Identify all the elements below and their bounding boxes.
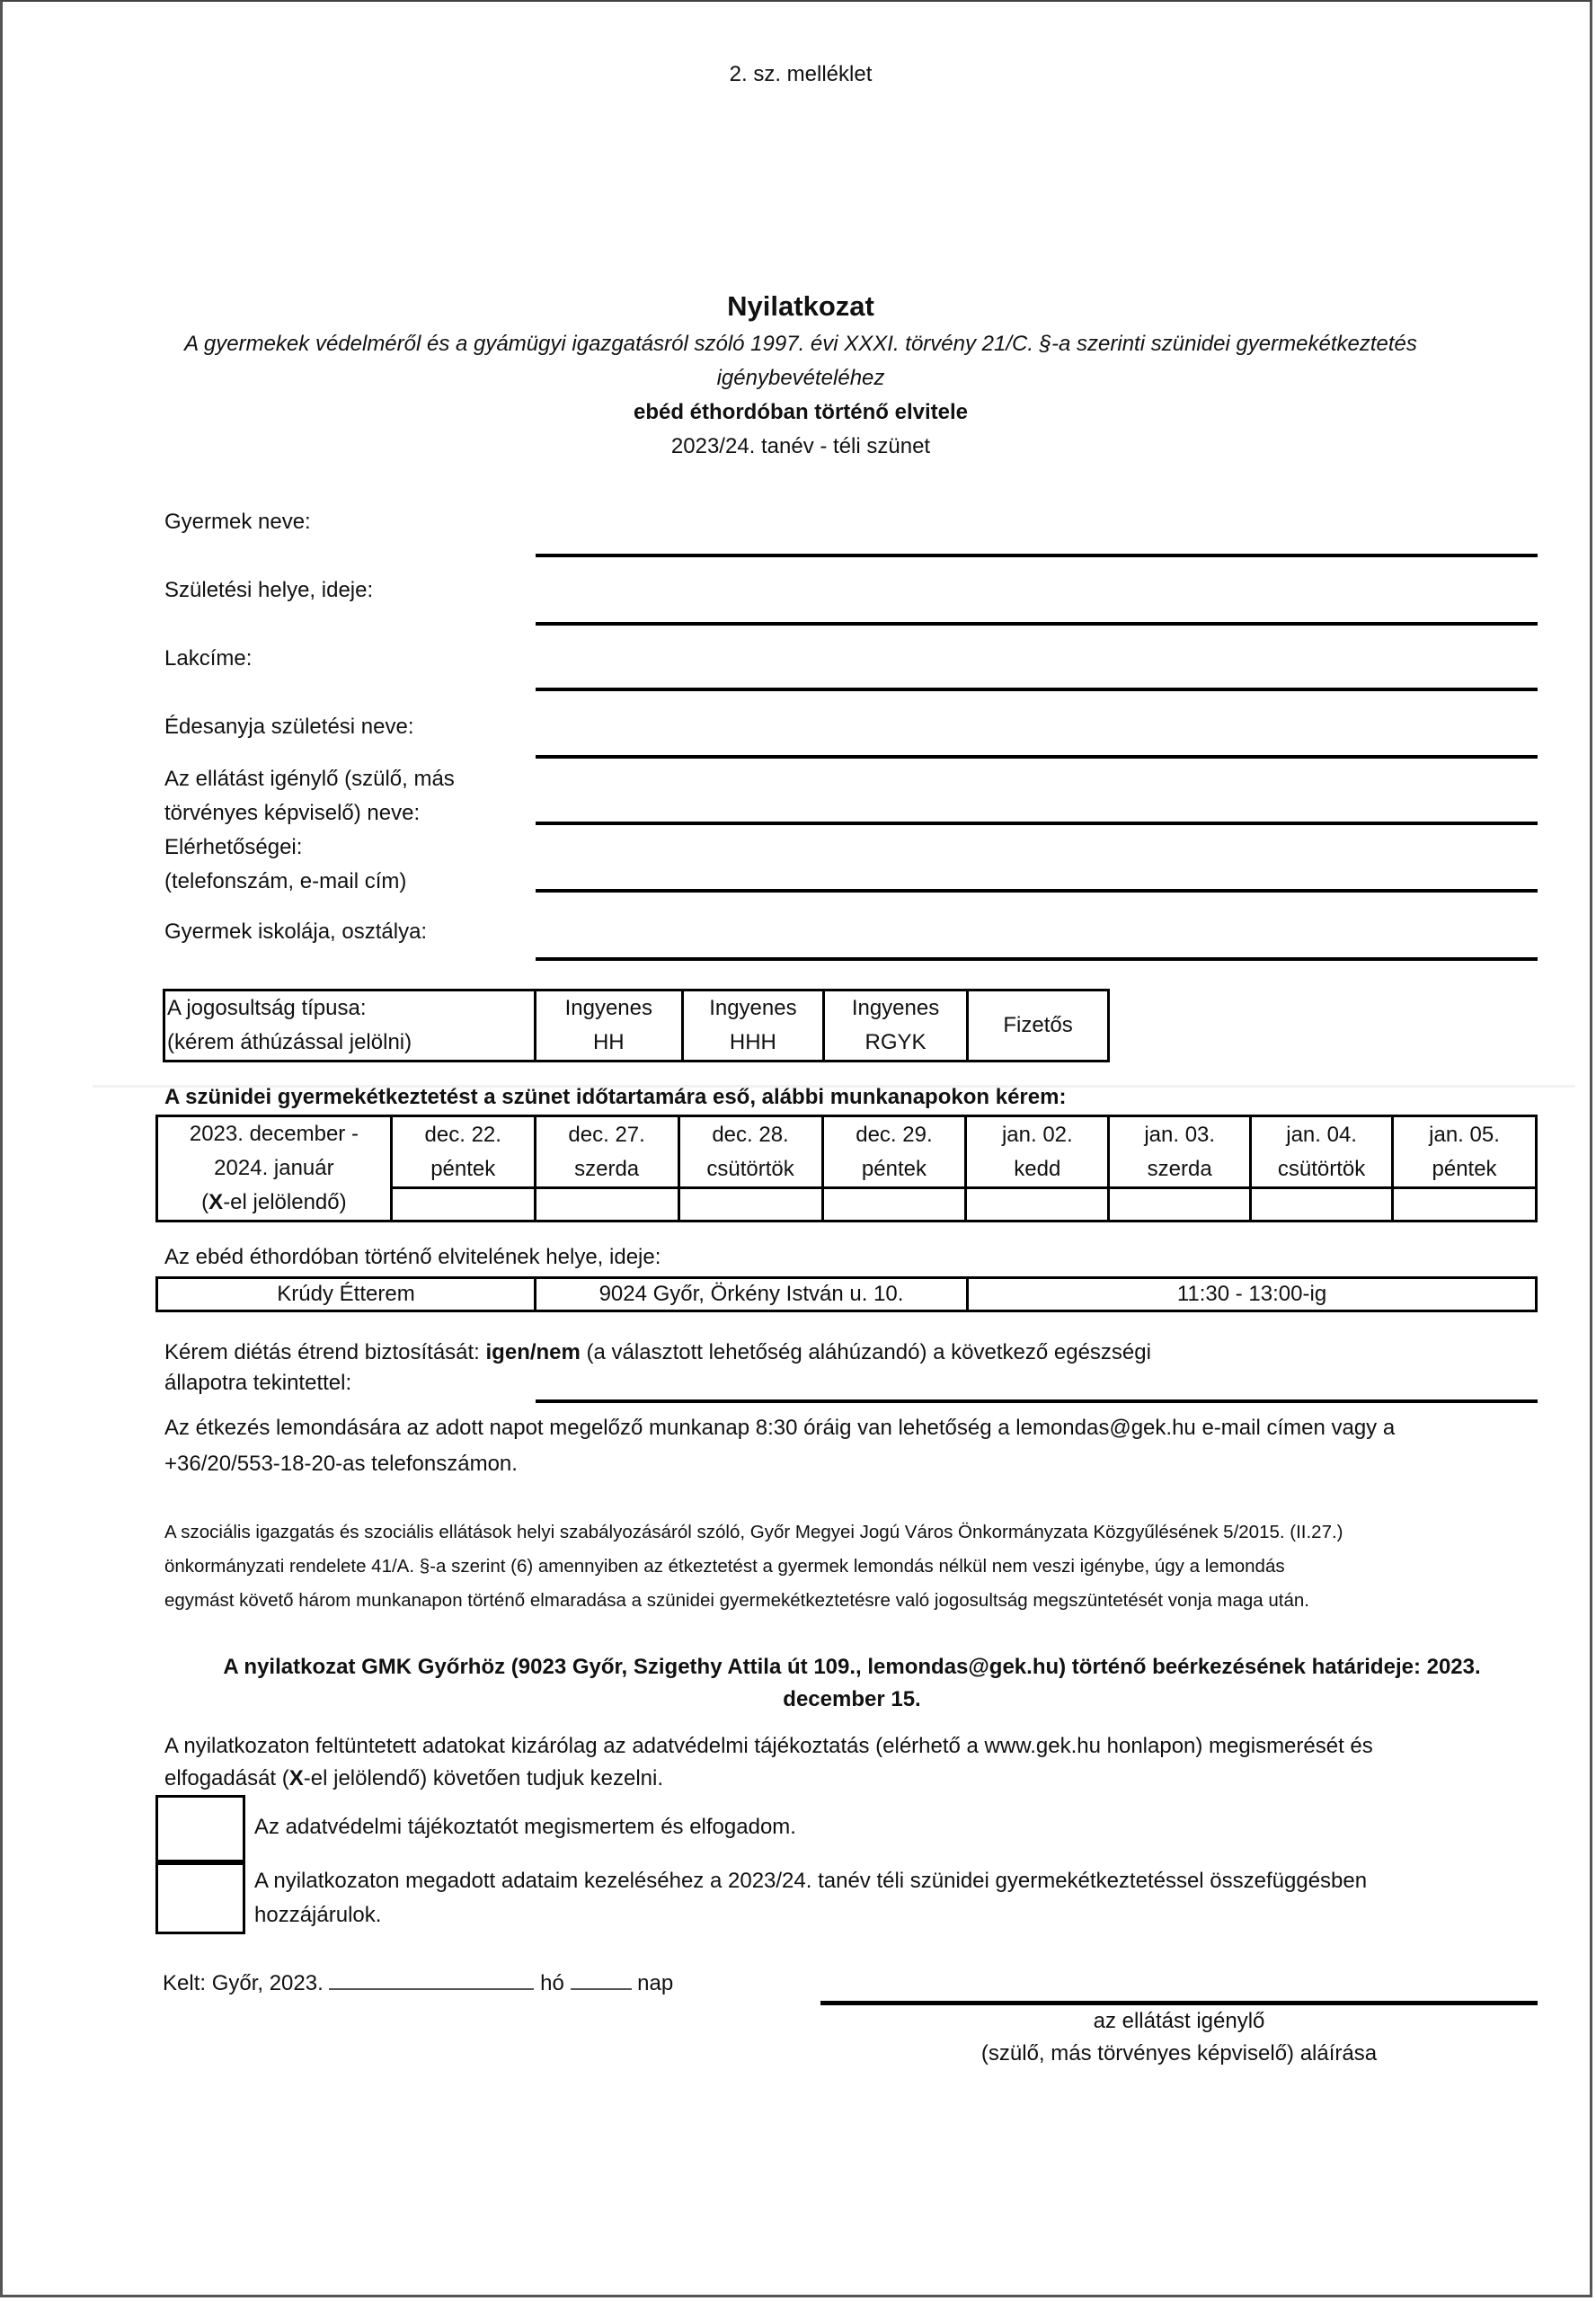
day-header: jan. 04. csütörtök [1251,1116,1393,1188]
field-label: Gyermek neve: [164,510,311,534]
pickup-restaurant: Krúdy Étterem [157,1278,536,1311]
period-line2: 2024. január [214,1156,334,1180]
day-mark-cell-dec28[interactable] [678,1188,822,1222]
regulation-line2: önkormányzati rendelete 41/A. §-a szerint (6) amennyiben az étkeztetést a gyermek lemondás nélkül nem veszi igénybe, úgy a lemondás [164,1556,1285,1577]
meal-type: ebéd éthordóban történő elvitele [633,400,969,424]
regulation-line1: A szociális igazgatás és szociális ellátások helyi szabályozásáról szóló, Győr Megyei Jogú Város Önkormányzata Közgyűlésének 5/2015. (II.27.) [164,1522,1343,1542]
pickup-table [155,1276,1538,1312]
day-mark-cell-jan05[interactable] [1393,1188,1537,1222]
option-line1: Fizetős [1003,1013,1073,1037]
field-label-line2: (telefonszám, e-mail cím) [164,869,407,893]
day-mark-cell-dec22[interactable] [391,1188,535,1222]
document-title: Nyilatkozat [727,290,874,322]
entitlement-label [164,991,536,1062]
cancellation-line2: +36/20/553-18-20-as telefonszámon. [164,1452,518,1476]
entitlement-option-fizetos[interactable] [968,991,1109,1062]
day-mark-cell-jan03[interactable] [1109,1188,1251,1222]
entitlement-label-line2: (kérem áthúzással jelölni) [167,1030,412,1054]
deadline-line2: december 15. [783,1687,921,1711]
day-suffix: nap [637,1971,674,1995]
data-consent-label-line1: A nyilatkozaton megadott adataim kezeléséhez a 2023/24. tanév téli szünidei gyermekétkeztetéssel összefüggésben [254,1869,1368,1893]
school-class-input[interactable] [536,957,1538,961]
period-line1: 2023. december - [189,1122,359,1146]
privacy-line1: A nyilatkozaton feltüntetett adatokat kizárólag az adatvédelmi tájékoztatás (elérhető a www.gek.hu honlapon) megismerését és [164,1734,1373,1758]
days-period-cell [157,1116,392,1222]
privacy-line2: elfogadását (X-el jelölendő) követően tudjuk kezelni. [164,1766,664,1790]
day-header: dec. 29. péntek [822,1116,966,1188]
day-header: dec. 28. csütörtök [678,1116,822,1188]
day-mark-cell-jan04[interactable] [1251,1188,1393,1222]
address-input[interactable] [536,688,1538,691]
cancellation-line1: Az étkezés lemondására az adott napot megelőző munkanap 8:30 óráig van lehetőség a lemondas@gek.hu e-mail címen vagy a [164,1416,1396,1440]
subtitle-line2: igénybevételéhez [716,366,885,390]
day-mark-cell-dec29[interactable] [822,1188,966,1222]
entitlement-table [163,989,1110,1062]
day-header: dec. 27. szerda [535,1116,678,1188]
day-header: jan. 05. péntek [1393,1116,1537,1188]
option-line2: HHH [729,1030,776,1054]
day-header: dec. 22. péntek [391,1116,535,1188]
option-line2: RGYK [864,1030,927,1054]
diet-text: (a választott lehetőség aláhúzandó) a következő egészségi [580,1340,1151,1364]
option-line1: Ingyenes [709,996,797,1020]
entitlement-option-hh[interactable] [535,991,682,1062]
contact-input[interactable] [536,889,1538,893]
month-input[interactable] [329,1968,534,1990]
privacy-accept-label: Az adatvédelmi tájékoztatót megismertem és elfogadom. [254,1815,796,1839]
diet-line1 [164,1336,1151,1370]
privacy-accept-checkbox[interactable] [155,1795,245,1862]
pickup-time: 11:30 - 13:00-ig [968,1278,1537,1311]
field-label: Születési helye, ideje: [164,578,374,602]
period: 2023/24. tanév - téli szünet [670,434,931,458]
field-label-line2: törvényes képviselő) neve: [164,801,421,825]
option-line2: HH [592,1030,625,1054]
diet-text: Kérem diétás étrend biztosítását: [164,1340,486,1364]
signature-caption-line2: (szülő, más törvényes képviselő) aláírása [980,2041,1378,2066]
pickup-address: 9024 Győr, Örkény István u. 10. [536,1278,968,1311]
field-label: Lakcíme: [164,646,253,671]
date-prefix: Kelt: Győr, 2023. [163,1971,324,1995]
data-consent-checkbox[interactable] [155,1862,245,1934]
field-label-line1: Elérhetőségei: [164,835,303,859]
child-name-input[interactable] [536,554,1538,557]
regulation-line3: egymást követő három munkanapon történő elmaradása a szünidei gyermekétkeztetésre való jogosultság megszüntetését vonja maga után. [164,1590,1310,1611]
guardian-name-input[interactable] [536,822,1538,825]
pickup-heading: Az ebéd éthordóban történő elvitelének helye, ideje: [164,1245,661,1269]
day-input[interactable] [571,1968,632,1990]
day-mark-cell-dec27[interactable] [535,1188,678,1222]
entitlement-option-hhh[interactable] [682,991,823,1062]
diet-choice-igen-nem[interactable]: igen/nem [485,1340,581,1364]
days-heading: A szünidei gyermekétkeztetést a szünet időtartamára eső, alábbi munkanapokon kérem: [164,1085,1067,1109]
day-header: jan. 03. szerda [1109,1116,1251,1188]
option-line1: Ingyenes [564,996,652,1020]
mother-name-input[interactable] [536,755,1538,759]
option-line1: Ingyenes [851,996,940,1020]
health-condition-input[interactable] [536,1399,1538,1403]
field-label: Gyermek iskolája, osztálya: [164,920,428,944]
annex-label: 2. sz. melléklet [729,62,873,86]
subtitle-line1: A gyermekek védelméről és a gyámügyi igazgatásról szóló 1997. évi XXXI. törvény 21/C. §-a szerinti szünidei gyermekétkeztetés [184,332,1417,356]
days-table [155,1115,1538,1222]
field-label-line1: Az ellátást igénylő (szülő, más [164,767,455,791]
month-suffix: hó [540,1971,564,1995]
day-mark-cell-jan02[interactable] [966,1188,1109,1222]
date-line [163,1967,673,2001]
entitlement-option-rgyk[interactable] [823,991,967,1062]
mark-instruction: (X-el jelölendő) [201,1190,347,1214]
birth-place-date-input[interactable] [536,622,1538,626]
field-label: Édesanyja születési neve: [164,715,414,739]
data-consent-label-line2: hozzájárulok. [254,1903,382,1927]
entitlement-label-line1: A jogosultság típusa: [167,996,367,1020]
deadline-line1: A nyilatkozat GMK Győrhöz (9023 Győr, Szigethy Attila út 109., lemondas@gek.hu) történő beérkezésének határideje: 2023. [223,1655,1481,1679]
signature-caption-line1: az ellátást igénylő [1093,2009,1265,2033]
diet-line2: állapotra tekintettel: [164,1371,352,1395]
day-header: jan. 02. kedd [966,1116,1109,1188]
